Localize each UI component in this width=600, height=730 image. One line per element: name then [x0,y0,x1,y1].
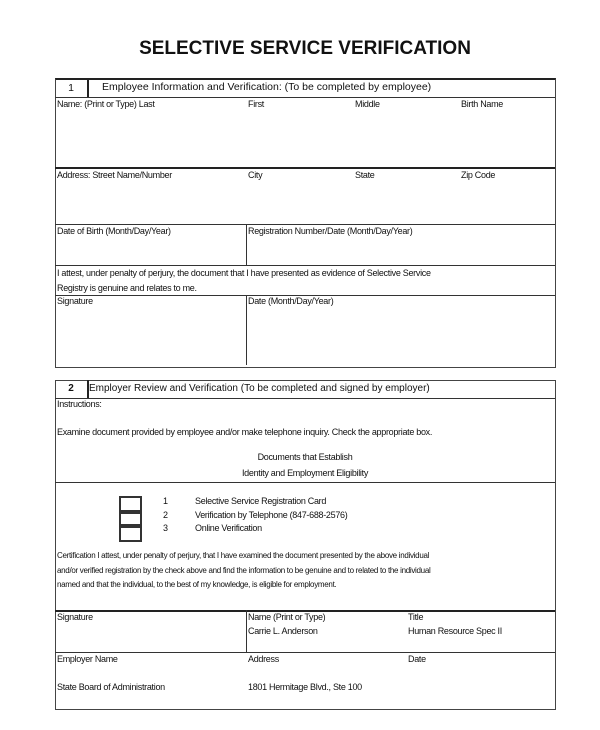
docs-heading-2: Identity and Employment Eligibility [241,468,369,478]
instructions-text: Examine document provided by employee and/or make telephone inquiry. Check the appropriate box. [57,427,433,437]
option-2-number: 2 [163,510,168,520]
signature-date-label: Date (Month/Day/Year) [248,296,334,306]
address-label: Address [248,654,279,664]
certification-line-2: and/or verified registration by the check above and find the information to be genuine and to related to the individual [57,566,431,575]
signature-label: Signature [57,296,93,306]
street-label: Address: Street Name/Number [57,170,172,180]
address-value: 1801 Hermitage Blvd., Ste 100 [248,682,362,692]
employer-name-value: State Board of Administration [57,682,165,692]
title-label: Title [408,612,424,622]
section-2-number: 2 [68,383,74,394]
docs-heading-1: Documents that Establish [257,452,353,462]
section-2-heading: Employer Review and Verification (To be completed and signed by employer) [89,383,430,394]
dob-label: Date of Birth (Month/Day/Year) [57,226,171,236]
zip-label: Zip Code [461,170,496,180]
name-label: Name (Print or Type) [248,612,326,622]
option-1-number: 1 [163,496,168,506]
employer-signature-label: Signature [57,612,93,622]
city-label: City [248,170,263,180]
state-label: State [355,170,375,180]
option-2-label: Verification by Telephone (847-688-2576) [195,510,348,520]
first-name-label: First [248,99,264,109]
middle-name-label: Middle [355,99,380,109]
date-label: Date [408,654,426,664]
form-title: SELECTIVE SERVICE VERIFICATION [139,38,471,59]
attest-line-2: Registry is genuine and relates to me. [57,283,197,293]
last-name-label: Name: (Print or Type) Last [57,99,155,109]
certification-line-1: Certification I attest, under penalty of perjury, that I have examined the document presented by the above individual [57,551,430,560]
name-value: Carrie L. Anderson [248,626,318,636]
registration-label: Registration Number/Date (Month/Day/Year) [248,226,413,236]
option-3-label: Online Verification [195,523,262,533]
section-1-number: 1 [68,82,74,94]
option-3-number: 3 [163,523,168,533]
title-value: Human Resource Spec II [408,626,502,636]
section-1-heading: Employee Information and Verification: (To be completed by employee) [102,81,432,93]
employer-name-label: Employer Name [57,654,118,664]
option-3-checkbox[interactable] [119,524,142,542]
instructions-label: Instructions: [57,399,102,409]
birth-name-label: Birth Name [461,99,504,109]
option-1-label: Selective Service Registration Card [195,496,327,506]
attest-line-1: I attest, under penalty of perjury, the document that I have presented as evidence of Selective Service [57,268,431,278]
certification-line-3: named and that the individual, to the best of my knowledge, is eligible for employment. [57,580,337,589]
